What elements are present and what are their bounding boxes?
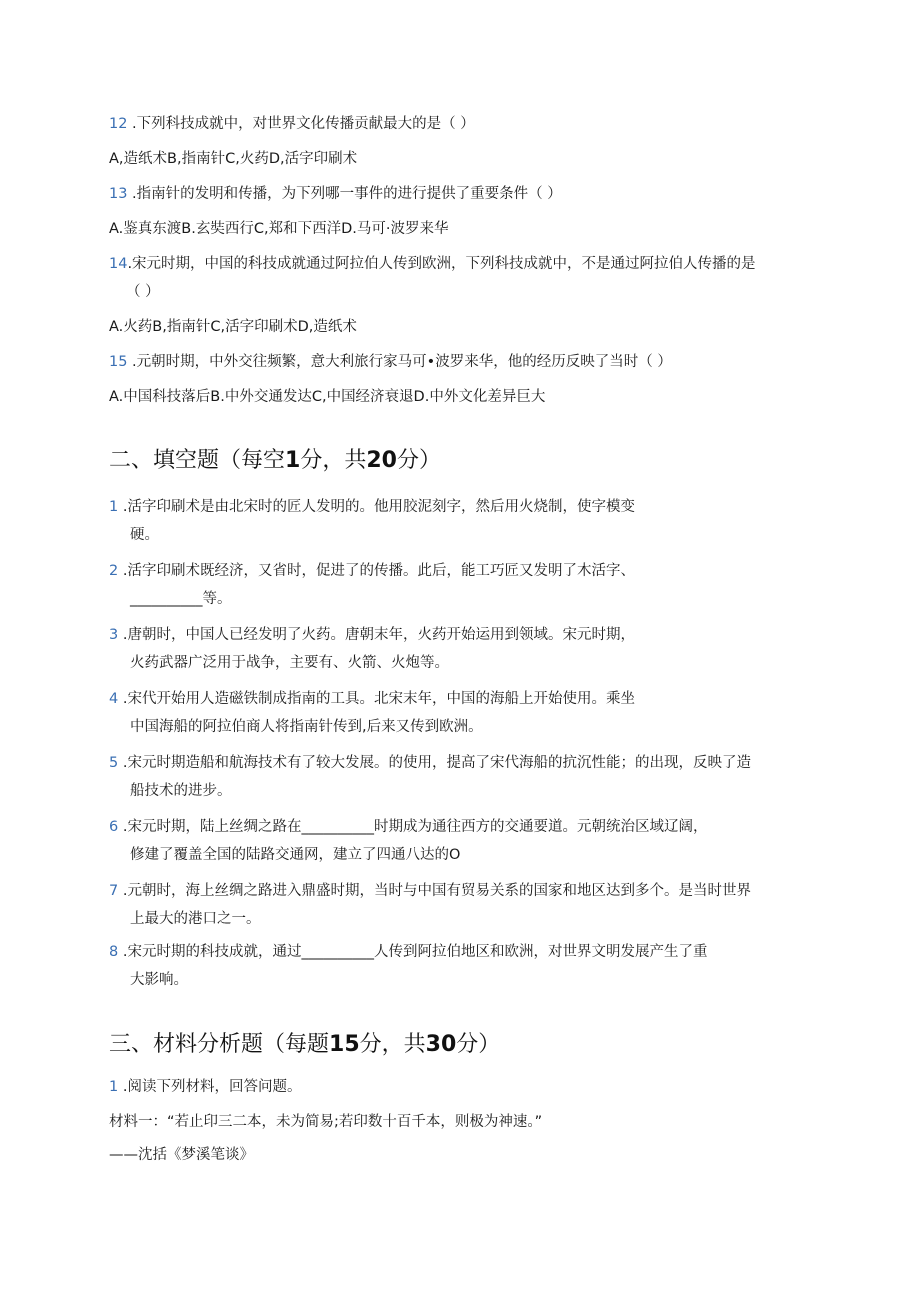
material-1: 材料一：“若止印三二本，未为简易;若印数十百千本，则极为神速。” (109, 1114, 543, 1130)
question-12 (109, 114, 475, 134)
question-number: 14 (109, 256, 128, 272)
question-text: .下列科技成就中，对世界文化传播贡献最大的是（ ） (127, 116, 475, 132)
question-13-options: A.鉴真东渡B.玄奘西行C,郑和下西洋D.马可·波罗来华 (109, 221, 449, 237)
question-13 (109, 184, 562, 204)
fill-item-1-line2: 硬。 (130, 527, 159, 543)
question-14-options: A.火药B,指南针C,活字印刷术D,造纸术 (109, 319, 357, 335)
fill-item-5: 5 .宋元时期造船和航海技术有了较大发展。的使用，提高了宋代海船的抗沉性能；的出现，反映了造 (109, 755, 751, 771)
question-15 (109, 352, 672, 372)
fill-item-8: 8 .宋元时期的科技成就，通过__________人传到阿拉伯地区和欧洲，对世界文明发展产生了重 (109, 944, 708, 960)
question-14-bracket: （ ） (126, 284, 160, 300)
question-14 (109, 254, 756, 274)
question-text: .宋元时期，中国的科技成就通过阿拉伯人传到欧洲，下列科技成就中，不是通过阿拉伯人传播的是 (127, 256, 756, 272)
fill-item-3: 3 .唐朝时，中国人已经发明了火药。唐朝末年，火药开始运用到领域。宋元时期， (109, 627, 635, 643)
analysis-question-1: 1 .阅读下列材料，回答问题。 (109, 1079, 302, 1095)
question-number: 13 (109, 186, 128, 202)
fill-item-5-line2: 船技术的进步。 (130, 783, 232, 799)
fill-item-2-line2: __________等。 (130, 591, 232, 607)
question-number: 15 (109, 354, 128, 370)
fill-item-6-line2: 修建了覆盖全国的陆路交通网，建立了四通八达的O (130, 847, 461, 863)
fill-item-6: 6 .宋元时期，陆上丝绸之路在__________时期成为通往西方的交通要道。元朝统治区域辽阔， (109, 819, 708, 835)
question-15-options: A.中国科技落后B.中外交通发达C,中国经济衰退D.中外文化差异巨大 (109, 389, 546, 405)
question-number: 12 (109, 116, 128, 132)
section-3-title: 三、材料分析题（每题15分，共30分） (109, 1032, 501, 1057)
fill-item-8-line2: 大影响。 (130, 972, 188, 988)
fill-item-3-line2: 火药武器广泛用于战争，主要有、火箭、火炮等。 (130, 655, 449, 671)
material-1-source: ——沈括《梦溪笔谈》 (109, 1147, 254, 1163)
fill-item-2: 2 .活字印刷术既经济，又省时，促进了的传播。此后，能工巧匠又发明了木活字、 (109, 563, 635, 579)
section-2-title: 二、填空题（每空1分，共20分） (109, 448, 441, 473)
fill-item-4-line2: 中国海船的阿拉伯商人将指南针传到,后来又传到欧洲。 (130, 719, 483, 735)
fill-item-7: 7 .元朝时，海上丝绸之路进入鼎盛时期，当时与中国有贸易关系的国家和地区达到多个。是当时世界 (109, 883, 751, 899)
question-text: .指南针的发明和传播，为下列哪一事件的进行提供了重要条件（ ） (127, 186, 562, 202)
fill-item-1: 1 .活字印刷术是由北宋时的匠人发明的。他用胶泥刻字，然后用火烧制，使字模变 (109, 499, 635, 515)
question-12-options: A,造纸术B,指南针C,火药D,活字印刷术 (109, 151, 358, 167)
question-text: .元朝时期，中外交往频繁，意大利旅行家马可•波罗来华，他的经历反映了当时（ ） (127, 354, 672, 370)
fill-item-7-line2: 上最大的港口之一。 (130, 911, 261, 927)
fill-item-4: 4 .宋代开始用人造磁铁制成指南的工具。北宋末年，中国的海船上开始使用。乘坐 (109, 691, 635, 707)
